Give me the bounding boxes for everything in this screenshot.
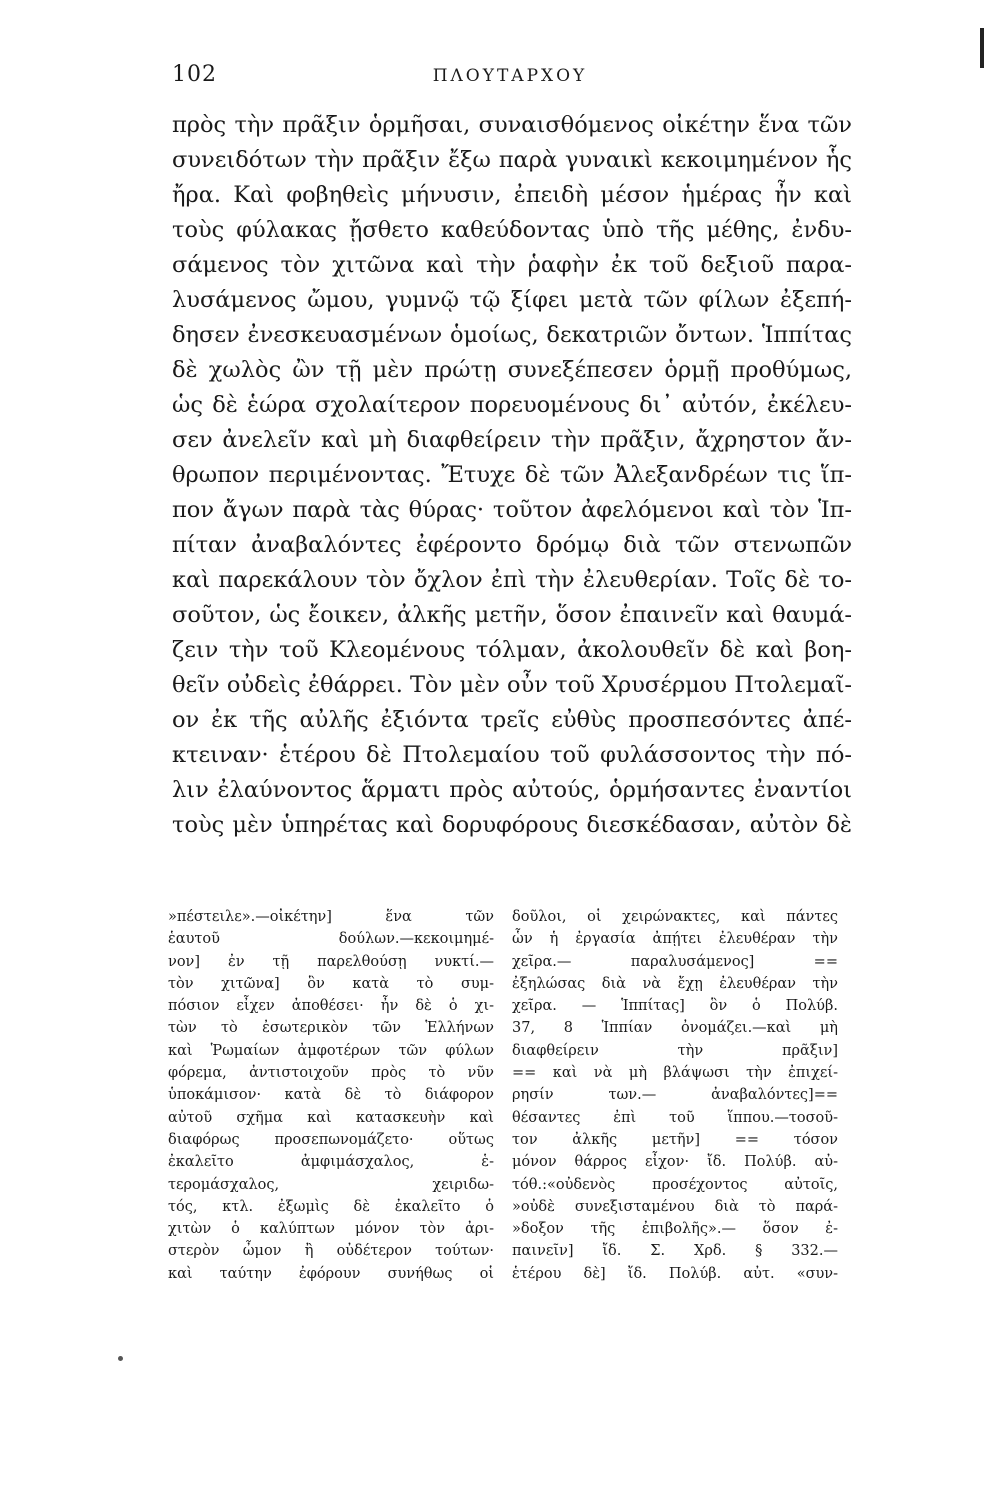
text-line: ον ἐκ τῆς αὐλῆς ἐξιόντα τρεῖς εὐθὺς προσπεσόντες ἀπέ- xyxy=(172,707,852,733)
notes-right-column xyxy=(512,906,838,1285)
note-line: 37, 8 Ἱππίαν ὀνομάζει.—καὶ μὴ xyxy=(512,1020,838,1037)
note-line: καὶ ταύτην ἐφόρουν συνήθως οἱ xyxy=(168,1265,494,1282)
note-line: ρησίν των.— ἀναβαλόντες]== xyxy=(512,1087,838,1104)
text-line: θρωπον περιμένοντας. Ἔτυχε δὲ τῶν Ἀλεξανδρέων τις ἵπ- xyxy=(172,462,852,488)
note-line: ἑτέρου δὲ] ἴδ. Πολύβ. αὐτ. «συν- xyxy=(512,1265,838,1282)
note-line: μόνον θάρρος εἶχον· ἴδ. Πολύβ. αὐ- xyxy=(512,1154,838,1171)
main-text xyxy=(172,108,852,843)
note-line: == καὶ νὰ μὴ βλάψωσι τὴν ἐπιχεί- xyxy=(512,1065,838,1082)
note-line: καὶ Ῥωμαίων ἀμφοτέρων τῶν φύλων xyxy=(168,1042,494,1059)
note-line: τός, κτλ. ἐξωμὶς δὲ ἐκαλεῖτο ὁ xyxy=(168,1198,494,1215)
note-line: »δοξον τῆς ἐπιβολῆς».— ὅσον ἐ- xyxy=(512,1221,838,1238)
text-line: πρὸς τὴν πρᾶξιν ὁρμῆσαι, συναισθόμενος οἰκέτην ἕνα τῶν xyxy=(172,112,852,138)
note-line: ἐκαλεῖτο ἀμφιμάσχαλος, ἑ- xyxy=(168,1154,494,1171)
text-line: πίταν ἀναβαλόντες ἐφέροντο δρόμῳ διὰ τῶν στενωπῶν xyxy=(172,532,852,558)
note-line: χιτὼν ὁ καλύπτων μόνον τὸν ἀρι- xyxy=(168,1221,494,1238)
notes-left-column xyxy=(168,906,494,1285)
note-line: θέσαντες ἐπὶ τοῦ ἵππου.—τοσοῦ- xyxy=(512,1109,838,1126)
note-line: πόσιον εἶχεν ἀποθέσει· ἦν δὲ ὁ χι- xyxy=(168,998,494,1015)
text-line: θεῖν οὐδεὶς ἐθάρρει. Τὸν μὲν οὖν τοῦ Χρυσέρμου Πτολεμαῖ- xyxy=(172,672,852,698)
note-line: τὸν χιτῶνα] ὃν κατὰ τὸ συμ- xyxy=(168,975,494,992)
text-line: ὡς δὲ ἑώρα σχολαίτερον πορευομένους δι᾽ αὐτόν, ἐκέλευ- xyxy=(172,392,852,418)
note-line: τόθ.:«οὐδενὸς προσέχοντος αὐτοῖς, xyxy=(512,1176,838,1193)
text-line: κτειναν· ἑτέρου δὲ Πτολεμαίου τοῦ φυλάσσοντος τὴν πό- xyxy=(172,742,852,768)
page-number: 102 xyxy=(172,62,217,87)
text-line: σεν ἀνελεῖν καὶ μὴ διαφθείρειν τὴν πρᾶξιν, ἄχρηστον ἄν- xyxy=(172,427,852,453)
page-edge-mark xyxy=(980,28,984,68)
ink-dot xyxy=(118,1356,123,1361)
note-line: διαφόρως προσεπωνομάζετο· οὕτως xyxy=(168,1131,494,1148)
note-line: νον] ἐν τῇ παρελθούσῃ νυκτί.— xyxy=(168,953,494,970)
text-line: σάμενος τὸν χιτῶνα καὶ τὴν ῥαφὴν ἐκ τοῦ δεξιοῦ παρα- xyxy=(172,252,852,278)
note-line: παινεῖν] ἴδ. Σ. Χρδ. § 332.— xyxy=(512,1243,838,1260)
page-header xyxy=(172,62,848,92)
note-line: ἑαυτοῦ δούλων.—κεκοιμημέ- xyxy=(168,931,494,948)
note-line: τον ἀλκῆς μετῆν] == τόσον xyxy=(512,1131,838,1148)
text-line: καὶ παρεκάλουν τὸν ὄχλον ἐπὶ τὴν ἐλευθερίαν. Τοῖς δὲ το- xyxy=(172,567,852,593)
text-line: δησεν ἐνεσκευασμένων ὁμοίως, δεκατριῶν ὄντων. Ἱππίτας xyxy=(172,322,852,348)
running-title: ΠΛΟΥΤΑΡΧΟΥ xyxy=(432,66,588,86)
note-line: δοῦλοι, οἱ χειρώνακτες, καὶ πάντες xyxy=(512,909,838,925)
note-line: φόρεμα, ἀντιστοιχοῦν πρὸς τὸ νῦν xyxy=(168,1065,494,1082)
note-line: τὼν τὸ ἐσωτερικὸν τῶν Ἑλλήνων xyxy=(168,1020,494,1037)
text-line: τοὺς μὲν ὑπηρέτας καὶ δορυφόρους διεσκέδασαν, αὐτὸν δὲ xyxy=(172,812,852,838)
note-line: »πέστειλε».—οἰκέτην] ἕνα τῶν xyxy=(168,909,494,925)
note-line: αὐτοῦ σχῆμα καὶ κατασκευὴν καὶ xyxy=(168,1109,494,1126)
note-line: τερομάσχαλος, χειριδω- xyxy=(168,1176,494,1193)
text-line: πον ἄγων παρὰ τὰς θύρας· τοῦτον ἀφελόμενοι καὶ τὸν Ἱπ- xyxy=(172,497,852,523)
note-line: διαφθείρειν τὴν πρᾶξιν] xyxy=(512,1042,838,1059)
note-line: στερὸν ὦμον ἢ οὐδέτερον τούτων· xyxy=(168,1243,494,1260)
text-line: συνειδότων τὴν πρᾶξιν ἔξω παρὰ γυναικὶ κεκοιμημένον ἧς xyxy=(172,147,852,173)
note-line: χεῖρα.— παραλυσάμενος] == xyxy=(512,953,838,970)
text-line: σοῦτον, ὡς ἔοικεν, ἀλκῆς μετῆν, ὅσον ἐπαινεῖν καὶ θαυμά- xyxy=(172,602,852,628)
text-line: ἤρα. Καὶ φοβηθεὶς μήνυσιν, ἐπειδὴ μέσον ἡμέρας ἦν καὶ xyxy=(172,182,852,208)
note-line: χεῖρα. — Ἱππίτας] ὃν ὁ Πολύβ. xyxy=(512,998,838,1015)
text-line: τοὺς φύλακας ᾔσθετο καθεύδοντας ὑπὸ τῆς μέθης, ἐνδυ- xyxy=(172,217,852,243)
note-line: ὑποκάμισον· κατὰ δὲ τὸ διάφορον xyxy=(168,1087,494,1104)
note-line: ὧν ἡ ἐργασία ἀπῄτει ἐλευθέραν τὴν xyxy=(512,931,838,948)
note-line: »οὐδὲ συνεξισταμένου διὰ τὸ παρά- xyxy=(512,1198,838,1215)
text-line: ζειν τὴν τοῦ Κλεομένους τόλμαν, ἀκολουθεῖν δὲ καὶ βοη- xyxy=(172,637,852,663)
text-line: λιν ἐλαύνοντος ἅρματι πρὸς αὐτούς, ὁρμήσαντες ἐναντίοι xyxy=(172,777,852,803)
note-line: ἐξηλώσας διὰ νὰ ἔχῃ ἐλευθέραν τὴν xyxy=(512,975,838,992)
text-line: λυσάμενος ὤμου, γυμνῷ τῷ ξίφει μετὰ τῶν φίλων ἐξεπή- xyxy=(172,287,852,313)
text-line: δὲ χωλὸς ὢν τῇ μὲν πρώτῃ συνεξέπεσεν ὁρμῇ προθύμως, xyxy=(172,357,852,383)
